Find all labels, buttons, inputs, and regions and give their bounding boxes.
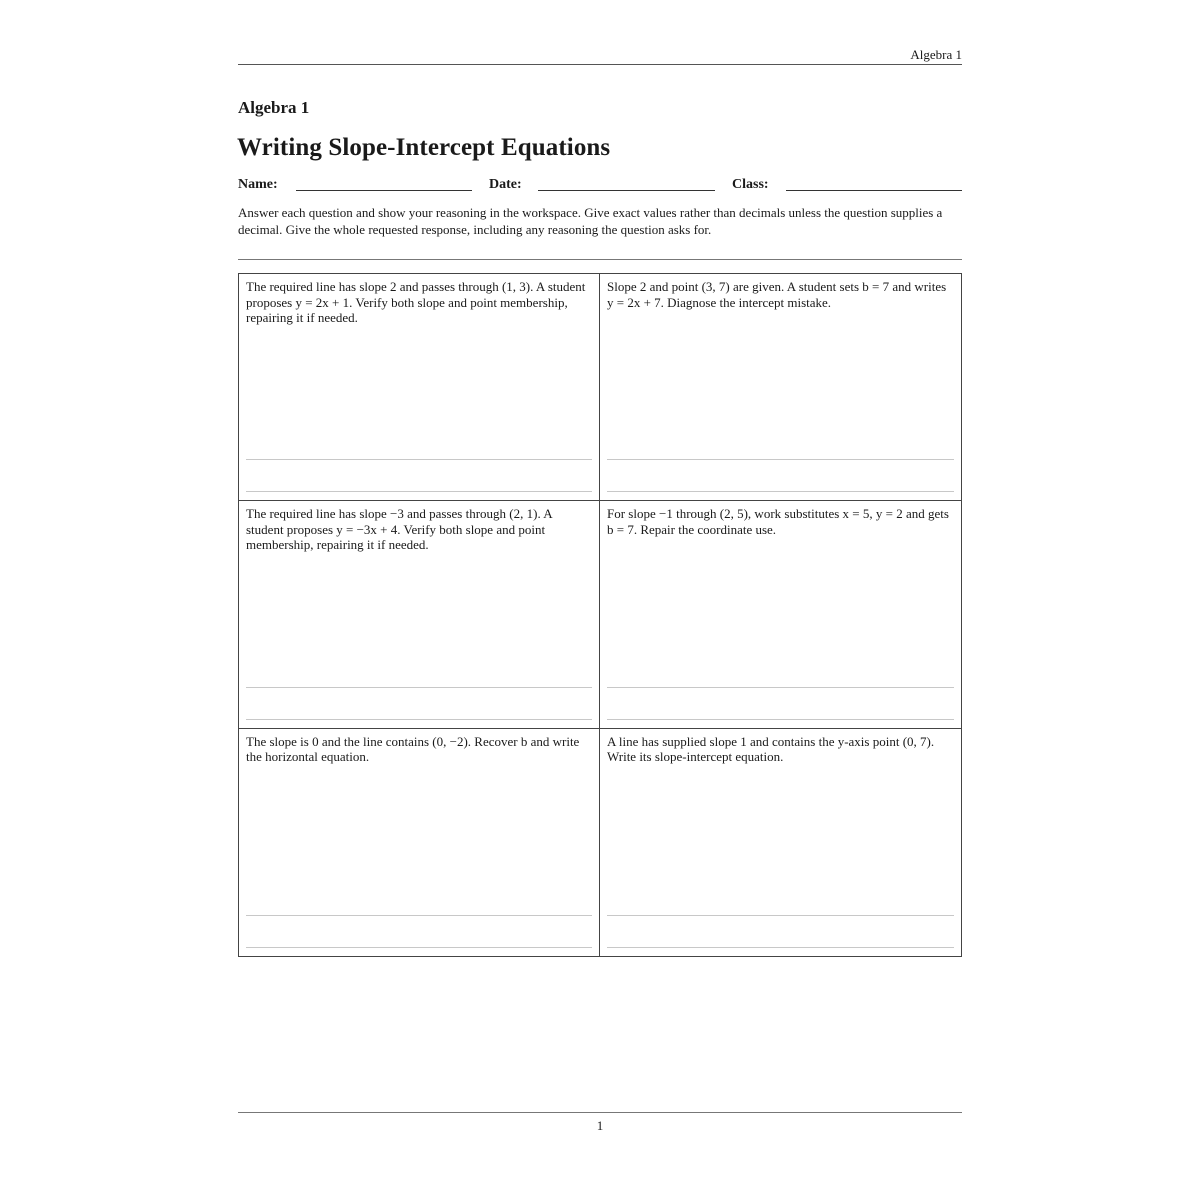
question-text: The required line has slope −3 and passes through (2, 1). A student proposes y = −3x + 4. Verify both slope and point membership, repairing it if needed. bbox=[246, 506, 552, 553]
course-heading: Algebra 1 bbox=[238, 98, 310, 117]
answer-line[interactable] bbox=[607, 459, 954, 460]
date-field[interactable] bbox=[538, 190, 715, 191]
question-grid bbox=[238, 273, 962, 957]
footer-divider bbox=[238, 1112, 962, 1113]
question-box-2 bbox=[600, 274, 961, 501]
question-text: For slope −1 through (2, 5), work substitutes x = 5, y = 2 and gets b = 7. Repair the coordinate use. bbox=[607, 506, 949, 537]
answer-line[interactable] bbox=[607, 719, 954, 720]
answer-line[interactable] bbox=[246, 947, 592, 948]
worksheet-title: Writing Slope-Intercept Equations bbox=[237, 134, 611, 161]
class-field[interactable] bbox=[786, 190, 962, 191]
date-label: Date: bbox=[489, 177, 522, 192]
name-label: Name: bbox=[238, 177, 278, 192]
answer-line[interactable] bbox=[607, 687, 954, 688]
question-text: The slope is 0 and the line contains (0, −2). Recover b and write the horizontal equation. bbox=[246, 733, 580, 765]
answer-line[interactable] bbox=[246, 719, 592, 720]
question-text: Slope 2 and point (3, 7) are given. A student sets b = 7 and writes y = 2x + 7. Diagnose the intercept mistake. bbox=[607, 279, 947, 310]
answer-line[interactable] bbox=[607, 915, 954, 916]
answer-line[interactable] bbox=[246, 915, 592, 916]
answer-line[interactable] bbox=[246, 459, 592, 460]
running-header-text: Algebra 1 bbox=[910, 47, 962, 62]
page-number: 1 bbox=[596, 1118, 604, 1133]
question-box-1 bbox=[239, 274, 600, 501]
name-field[interactable] bbox=[296, 190, 472, 191]
running-header bbox=[238, 47, 962, 65]
class-label: Class: bbox=[732, 177, 769, 192]
instructions: Answer each question and show your reasoning in the workspace. Give exact values rather than decimals unless the question supplies a decimal. Give the whole requested response, including any reasoning the question asks for. bbox=[238, 205, 943, 237]
question-text: A line has supplied slope 1 and contains the y-axis point (0, 7). Write its slope-intercept equation. bbox=[607, 733, 935, 765]
answer-line[interactable] bbox=[607, 947, 954, 948]
question-box-3 bbox=[239, 501, 600, 728]
answer-line[interactable] bbox=[246, 687, 592, 688]
answer-line[interactable] bbox=[607, 491, 954, 492]
student-info-fields bbox=[238, 177, 962, 193]
answer-line[interactable] bbox=[246, 491, 592, 492]
question-box-5 bbox=[239, 729, 600, 956]
question-text: The required line has slope 2 and passes through (1, 3). A student proposes y = 2x + 1. Verify both slope and point membership, repairing it if needed. bbox=[246, 279, 586, 325]
question-box-6 bbox=[600, 729, 961, 956]
question-box-4 bbox=[600, 501, 961, 728]
section-divider bbox=[238, 259, 962, 260]
